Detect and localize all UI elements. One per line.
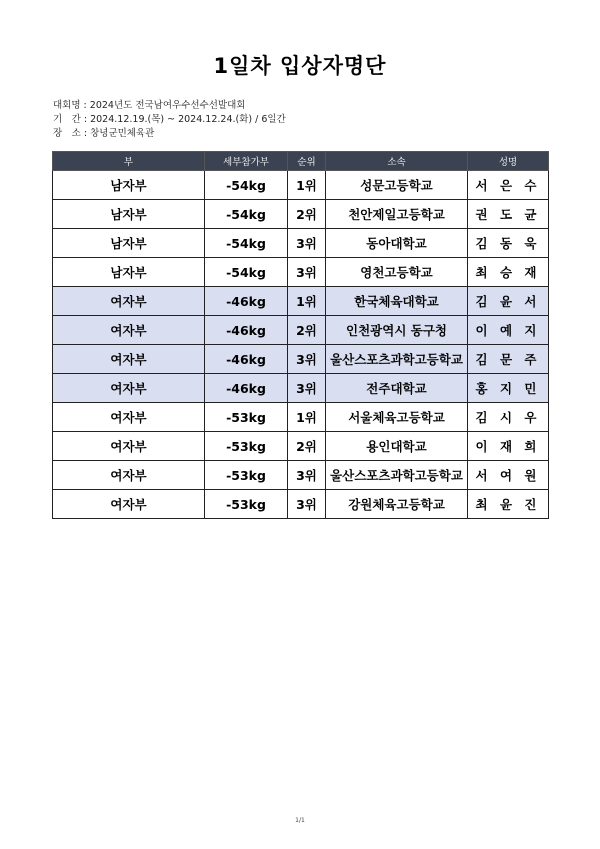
event-name: 대회명 : 2024년도 전국남여우수선수선발대회 bbox=[53, 100, 246, 111]
team-cell: 용인대학교 bbox=[326, 432, 468, 461]
rank-cell: 3위 bbox=[288, 374, 326, 403]
name-cell: 이 재 희 bbox=[468, 432, 549, 461]
table-row bbox=[53, 432, 549, 461]
team-cell: 영천고등학교 bbox=[326, 258, 468, 287]
header-name: 성명 bbox=[468, 152, 549, 171]
results-table bbox=[52, 151, 549, 519]
division-cell: 남자부 bbox=[53, 171, 205, 200]
division-cell: 여자부 bbox=[53, 345, 205, 374]
table-row bbox=[53, 200, 549, 229]
division-cell: 여자부 bbox=[53, 432, 205, 461]
weight-class-cell: -46kg bbox=[205, 345, 288, 374]
weight-class-cell: -46kg bbox=[205, 316, 288, 345]
header-weight-class: 세부참가부 bbox=[205, 152, 288, 171]
rank-cell: 1위 bbox=[288, 403, 326, 432]
division-cell: 남자부 bbox=[53, 258, 205, 287]
table-row bbox=[53, 374, 549, 403]
name-cell: 권 도 균 bbox=[468, 200, 549, 229]
division-cell: 여자부 bbox=[53, 316, 205, 345]
header-division: 부 bbox=[53, 152, 205, 171]
rank-cell: 2위 bbox=[288, 200, 326, 229]
division-cell: 남자부 bbox=[53, 229, 205, 258]
weight-class-cell: -53kg bbox=[205, 403, 288, 432]
header-team: 소속 bbox=[326, 152, 468, 171]
name-cell: 최 윤 진 bbox=[468, 490, 549, 519]
rank-cell: 1위 bbox=[288, 287, 326, 316]
team-cell: 인천광역시 동구청 bbox=[326, 316, 468, 345]
table-row bbox=[53, 258, 549, 287]
team-cell: 전주대학교 bbox=[326, 374, 468, 403]
event-info bbox=[53, 99, 286, 141]
table-row bbox=[53, 287, 549, 316]
team-cell: 동아대학교 bbox=[326, 229, 468, 258]
table-header-row bbox=[53, 152, 549, 171]
name-cell: 김 동 욱 bbox=[468, 229, 549, 258]
table-row bbox=[53, 316, 549, 345]
weight-class-cell: -54kg bbox=[205, 258, 288, 287]
name-cell: 김 문 주 bbox=[468, 345, 549, 374]
weight-class-cell: -54kg bbox=[205, 171, 288, 200]
table-row bbox=[53, 490, 549, 519]
division-cell: 여자부 bbox=[53, 287, 205, 316]
team-cell: 서울체육고등학교 bbox=[326, 403, 468, 432]
team-cell: 울산스포츠과학고등학교 bbox=[326, 345, 468, 374]
rank-cell: 2위 bbox=[288, 432, 326, 461]
division-cell: 여자부 bbox=[53, 490, 205, 519]
rank-cell: 3위 bbox=[288, 258, 326, 287]
division-cell: 여자부 bbox=[53, 374, 205, 403]
table-row bbox=[53, 461, 549, 490]
rank-cell: 1위 bbox=[288, 171, 326, 200]
name-cell: 홍 지 민 bbox=[468, 374, 549, 403]
division-cell: 남자부 bbox=[53, 200, 205, 229]
rank-cell: 3위 bbox=[288, 345, 326, 374]
division-cell: 여자부 bbox=[53, 461, 205, 490]
weight-class-cell: -53kg bbox=[205, 490, 288, 519]
table-row bbox=[53, 171, 549, 200]
weight-class-cell: -54kg bbox=[205, 200, 288, 229]
weight-class-cell: -53kg bbox=[205, 461, 288, 490]
rank-cell: 3위 bbox=[288, 229, 326, 258]
header-rank: 순위 bbox=[288, 152, 326, 171]
team-cell: 성문고등학교 bbox=[326, 171, 468, 200]
rank-cell: 2위 bbox=[288, 316, 326, 345]
team-cell: 울산스포츠과학고등학교 bbox=[326, 461, 468, 490]
event-period: 기 간 : 2024.12.19.(목) ~ 2024.12.24.(화) / 6일간 bbox=[53, 114, 286, 125]
team-cell: 한국체육대학교 bbox=[326, 287, 468, 316]
rank-cell: 3위 bbox=[288, 490, 326, 519]
rank-cell: 3위 bbox=[288, 461, 326, 490]
name-cell: 이 예 지 bbox=[468, 316, 549, 345]
table-row bbox=[53, 403, 549, 432]
table-row bbox=[53, 345, 549, 374]
name-cell: 서 여 원 bbox=[468, 461, 549, 490]
page-title: 1일차 입상자명단 bbox=[213, 54, 387, 78]
name-cell: 김 시 우 bbox=[468, 403, 549, 432]
weight-class-cell: -54kg bbox=[205, 229, 288, 258]
name-cell: 서 은 수 bbox=[468, 171, 549, 200]
table-row bbox=[53, 229, 549, 258]
event-venue: 장 소 : 창녕군민체육관 bbox=[53, 128, 155, 139]
name-cell: 김 윤 서 bbox=[468, 287, 549, 316]
page-number: 1/1 bbox=[295, 817, 305, 824]
weight-class-cell: -46kg bbox=[205, 287, 288, 316]
team-cell: 강원체육고등학교 bbox=[326, 490, 468, 519]
name-cell: 최 승 재 bbox=[468, 258, 549, 287]
team-cell: 천안제일고등학교 bbox=[326, 200, 468, 229]
weight-class-cell: -53kg bbox=[205, 432, 288, 461]
weight-class-cell: -46kg bbox=[205, 374, 288, 403]
division-cell: 여자부 bbox=[53, 403, 205, 432]
